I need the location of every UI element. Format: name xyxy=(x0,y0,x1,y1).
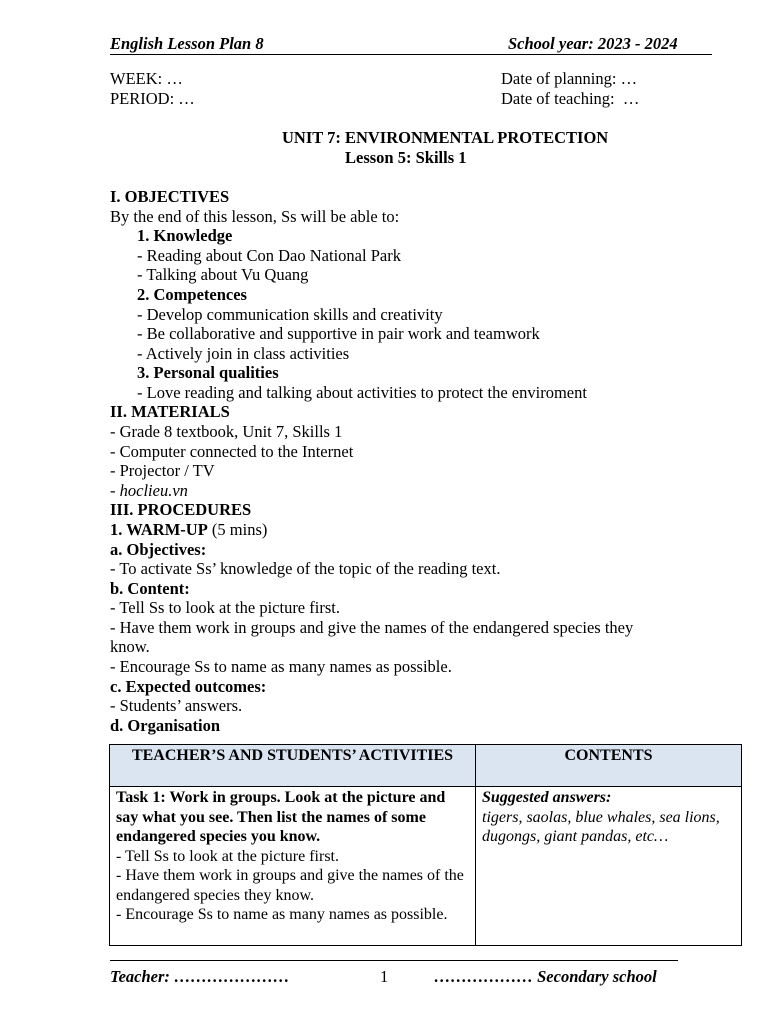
answers-label: Suggested answers: xyxy=(482,789,612,806)
warmup-label: 1. WARM-UP xyxy=(110,520,208,539)
list-item: - Tell Ss to look at the picture first. xyxy=(110,598,340,617)
list-item: - Love reading and talking about activities to protect the enviroment xyxy=(137,383,587,402)
unit-title: UNIT 7: ENVIRONMENTAL PROTECTION xyxy=(282,128,609,147)
qualities-heading: 3. Personal qualities xyxy=(137,363,279,382)
list-item: - Grade 8 textbook, Unit 7, Skills 1 xyxy=(110,422,343,441)
task-step: - Encourage Ss to name as many names as possible. xyxy=(116,906,448,923)
link-prefix: - xyxy=(110,481,120,500)
organisation-subheading: d. Organisation xyxy=(110,716,221,735)
warmup-heading xyxy=(110,520,267,540)
list-item xyxy=(110,481,188,501)
list-item: - Encourage Ss to name as many names as possible. xyxy=(110,657,452,676)
date-teaching-field: Date of teaching: … xyxy=(501,89,640,108)
header-school-year: School year: 2023 - 2024 xyxy=(508,34,678,53)
activities-table xyxy=(109,744,742,946)
procedures-heading: III. PROCEDURES xyxy=(110,500,252,519)
date-planning-field: Date of planning: … xyxy=(501,69,638,88)
list-item: - Talking about Vu Quang xyxy=(137,265,309,284)
table-header-activities: TEACHER’S AND STUDENTS’ ACTIVITIES xyxy=(110,745,476,787)
list-item: - Students’ answers. xyxy=(110,696,243,715)
footer-teacher: Teacher: ………………… xyxy=(110,967,290,986)
list-item: - Reading about Con Dao National Park xyxy=(137,246,401,265)
header-title: English Lesson Plan 8 xyxy=(110,34,264,53)
list-item: know. xyxy=(110,637,150,656)
table-row xyxy=(110,787,742,946)
answers-text: tigers, saolas, blue whales, sea lions, dugongs, giant pandas, etc… xyxy=(482,808,720,845)
list-item: - Develop communication skills and creativity xyxy=(137,305,443,324)
warmup-time: (5 mins) xyxy=(207,520,268,539)
knowledge-heading: 1. Knowledge xyxy=(137,226,233,245)
footer-school: ……………… Secondary school xyxy=(434,967,657,986)
task-step: - Have them work in groups and give the names of the endangered species they know. xyxy=(116,867,464,904)
objectives-heading: I. OBJECTIVES xyxy=(110,187,230,206)
task-step: - Tell Ss to look at the picture first. xyxy=(116,847,339,865)
lesson-title: Lesson 5: Skills 1 xyxy=(345,148,467,167)
outcomes-subheading: c. Expected outcomes: xyxy=(110,677,267,696)
period-field: PERIOD: … xyxy=(110,89,195,108)
materials-heading: II. MATERIALS xyxy=(110,402,230,421)
header-divider xyxy=(110,54,712,55)
list-item: - Be collaborative and supportive in pair work and teamwork xyxy=(137,324,540,343)
objectives-intro: By the end of this lesson, Ss will be able to: xyxy=(110,207,400,226)
list-item: - Projector / TV xyxy=(110,461,215,480)
page-number: 1 xyxy=(380,967,389,986)
activities-cell xyxy=(110,787,476,946)
list-item: - Computer connected to the Internet xyxy=(110,442,354,461)
week-field: WEEK: … xyxy=(110,69,183,88)
resource-link[interactable]: hoclieu.vn xyxy=(119,481,188,500)
list-item: - To activate Ss’ knowledge of the topic of the reading text. xyxy=(110,559,501,578)
table-header-contents: CONTENTS xyxy=(476,745,742,787)
list-item: - Actively join in class activities xyxy=(137,344,350,363)
content-subheading: b. Content: xyxy=(110,579,190,598)
footer-divider xyxy=(110,960,678,961)
list-item: - Have them work in groups and give the names of the endangered species they xyxy=(110,618,634,637)
contents-cell xyxy=(476,787,742,946)
competences-heading: 2. Competences xyxy=(137,285,247,304)
objectives-subheading: a. Objectives: xyxy=(110,540,207,559)
table-header-row xyxy=(110,745,742,787)
task-instruction: Task 1: Work in groups. Look at the picture and say what you see. Then list the names of some endangered species you know. xyxy=(116,789,446,845)
